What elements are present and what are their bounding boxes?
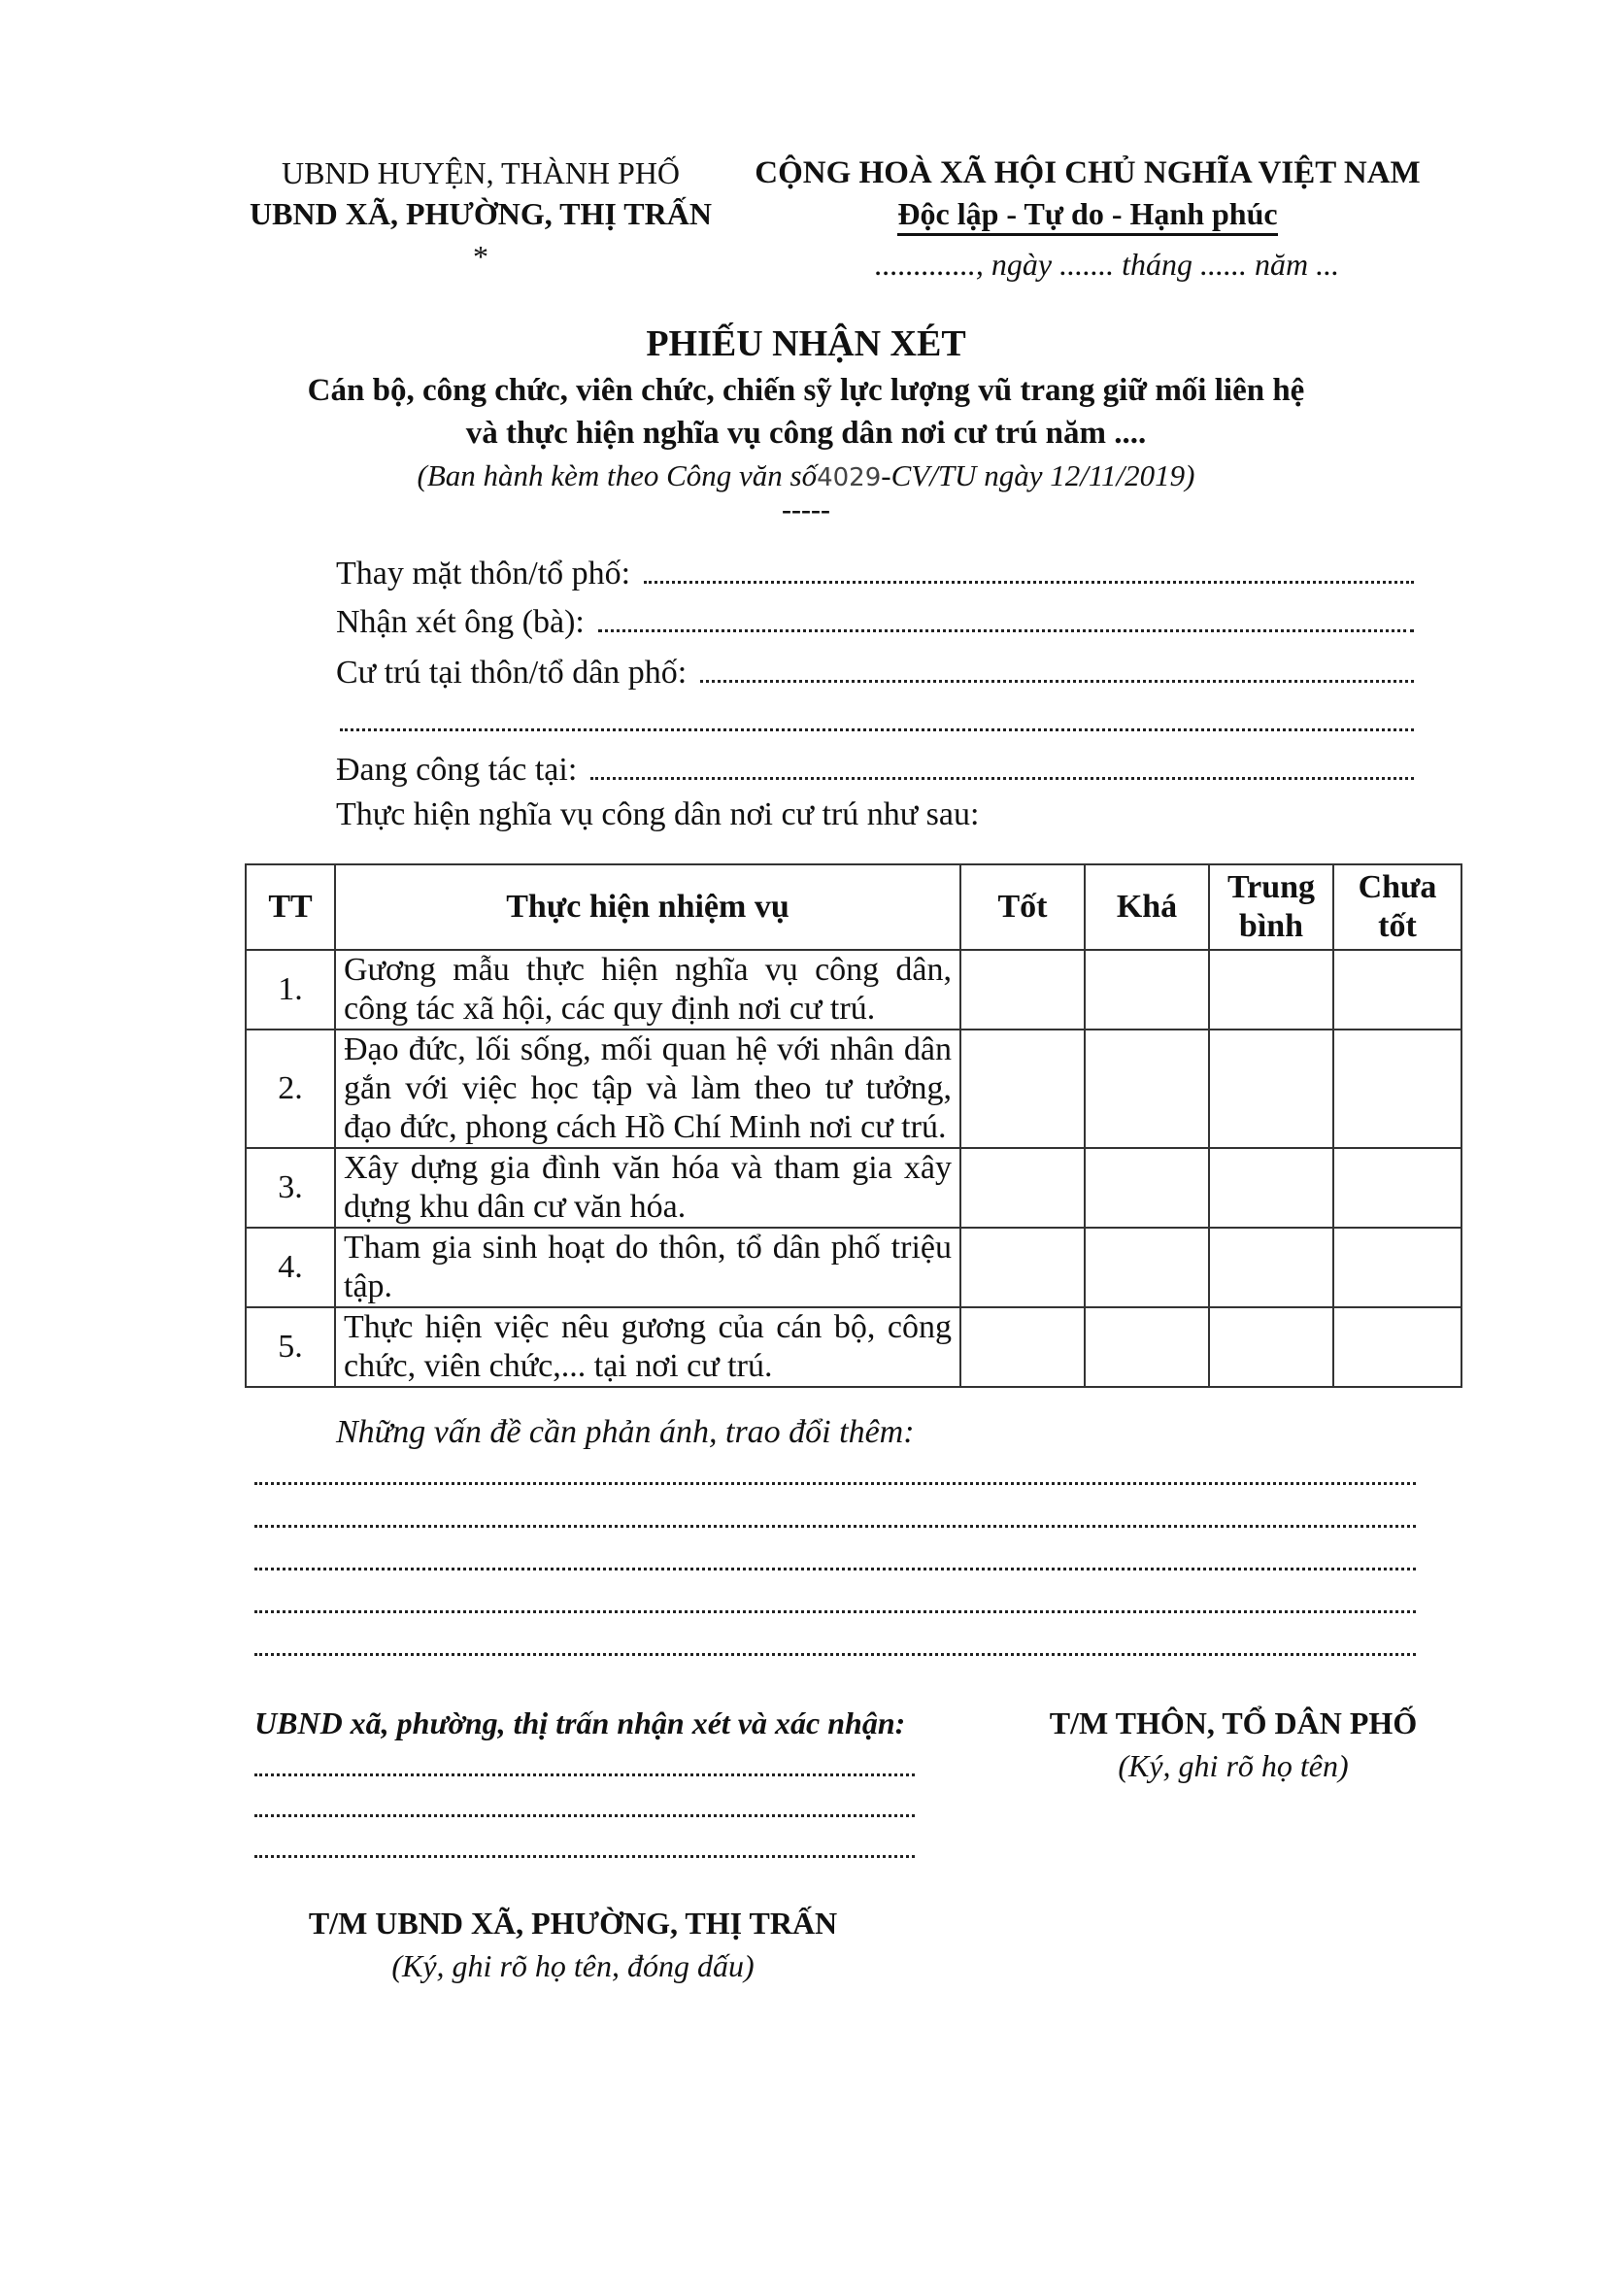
cell-good[interactable] xyxy=(960,1307,1085,1387)
issuing-authority-commune: UBND XÃ, PHƯỜNG, THỊ TRẤN xyxy=(250,196,712,231)
row-task: Gương mẫu thực hiện nghĩa vụ công dân, công tác xã hội, các quy định nơi cư trú. xyxy=(335,950,960,1030)
table-row xyxy=(246,1228,1461,1307)
cell-fair[interactable] xyxy=(1085,950,1209,1030)
row-number: 5. xyxy=(246,1307,335,1387)
table-row xyxy=(246,1030,1461,1148)
cell-not-good[interactable] xyxy=(1333,1307,1461,1387)
cell-average[interactable] xyxy=(1209,1228,1333,1307)
handwritten-number: 4029 xyxy=(817,463,882,492)
cell-good[interactable] xyxy=(960,950,1085,1030)
cell-not-good[interactable] xyxy=(1333,1030,1461,1148)
national-motto: Độc lập - Tự do - Hạnh phúc xyxy=(738,194,1437,233)
row-number: 2. xyxy=(246,1030,335,1148)
date-line: ............., ngày ....... tháng ...... năm ... xyxy=(874,247,1340,282)
document-title: PHIẾU NHẬN XÉT xyxy=(646,323,966,364)
issues-label: Những vấn đề cần phản ánh, trao đổi thêm: xyxy=(336,1414,915,1450)
cell-good[interactable] xyxy=(960,1030,1085,1148)
cell-not-good[interactable] xyxy=(1333,950,1461,1030)
evaluation-table xyxy=(245,863,1462,1388)
cell-not-good[interactable] xyxy=(1333,1228,1461,1307)
row-task: Thực hiện việc nêu gương của cán bộ, công chức, viên chức,... tại nơi cư trú. xyxy=(335,1307,960,1387)
field-residence: Cư trú tại thôn/tổ dân phố: xyxy=(336,651,1414,699)
cell-good[interactable] xyxy=(960,1148,1085,1228)
issues-fill-line[interactable] xyxy=(254,1568,1416,1570)
row-number: 3. xyxy=(246,1148,335,1228)
table-row xyxy=(246,1307,1461,1387)
field-representative: Thay mặt thôn/tổ phố: xyxy=(336,552,1414,600)
document-subtitle-line2: và thực hiện nghĩa vụ công dân nơi cư trú năm .... xyxy=(465,416,1147,451)
cell-average[interactable] xyxy=(1209,1148,1333,1228)
cell-good[interactable] xyxy=(960,1228,1085,1307)
header-star: * xyxy=(473,239,488,274)
row-number: 1. xyxy=(246,950,335,1030)
commune-fill-line[interactable] xyxy=(254,1855,915,1858)
table-row xyxy=(246,950,1461,1030)
cell-fair[interactable] xyxy=(1085,1228,1209,1307)
issues-fill-line[interactable] xyxy=(254,1525,1416,1528)
village-sign-title: T/M THÔN, TỔ DÂN PHỐ xyxy=(1049,1705,1418,1740)
commune-fill-line[interactable] xyxy=(254,1814,915,1817)
col-header-task: Thực hiện nhiệm vụ xyxy=(335,864,960,950)
separator: ----- xyxy=(782,493,830,525)
cell-not-good[interactable] xyxy=(1333,1148,1461,1228)
fill-line-residence-continued[interactable] xyxy=(340,728,1414,731)
document-reference: (Ban hành kèm theo Công văn số4029-CV/TU ngày 12/11/2019) xyxy=(417,458,1195,492)
col-header-average: Trung bình xyxy=(1209,864,1333,950)
cell-average[interactable] xyxy=(1209,1030,1333,1148)
issues-fill-line[interactable] xyxy=(254,1653,1416,1656)
issuing-authority-district: UBND HUYỆN, THÀNH PHỐ xyxy=(281,155,681,190)
row-task: Xây dựng gia đình văn hóa và tham gia xây dựng khu dân cư văn hóa. xyxy=(335,1148,960,1228)
row-task: Đạo đức, lối sống, mối quan hệ với nhân dân gắn với việc học tập và làm theo tư tưởng, đạo đức, phong cách Hồ Chí Minh nơi cư trú. xyxy=(335,1030,960,1148)
village-sign-note: (Ký, ghi rõ họ tên) xyxy=(1118,1748,1349,1783)
document-subtitle-line1: Cán bộ, công chức, viên chức, chiến sỹ lực lượng vũ trang giữ mối liên hệ xyxy=(307,373,1305,408)
col-header-tt: TT xyxy=(246,864,335,950)
commune-comment-label: UBND xã, phường, thị trấn nhận xét và xác nhận: xyxy=(254,1705,906,1740)
commune-sign-note: (Ký, ghi rõ họ tên, đóng dấu) xyxy=(391,1948,755,1983)
fill-line[interactable] xyxy=(590,748,1414,780)
col-header-fair: Khá xyxy=(1085,864,1209,950)
row-number: 4. xyxy=(246,1228,335,1307)
fill-line[interactable] xyxy=(598,600,1414,632)
evaluation-intro: Thực hiện nghĩa vụ công dân nơi cư trú như sau: xyxy=(336,796,980,832)
field-comment-person: Nhận xét ông (bà): xyxy=(336,600,1414,649)
cell-average[interactable] xyxy=(1209,950,1333,1030)
issues-fill-line[interactable] xyxy=(254,1482,1416,1485)
field-workplace: Đang công tác tại: xyxy=(336,748,1414,796)
cell-average[interactable] xyxy=(1209,1307,1333,1387)
cell-fair[interactable] xyxy=(1085,1148,1209,1228)
issues-fill-line[interactable] xyxy=(254,1610,1416,1613)
col-header-good: Tốt xyxy=(960,864,1085,950)
national-title: CỘNG HOÀ XÃ HỘI CHỦ NGHĨA VIỆT NAM xyxy=(755,155,1421,190)
commune-fill-line[interactable] xyxy=(254,1773,915,1776)
fill-line[interactable] xyxy=(644,552,1414,584)
table-row xyxy=(246,1148,1461,1228)
fill-line[interactable] xyxy=(700,651,1414,683)
commune-sign-title: T/M UBND XÃ, PHƯỜNG, THỊ TRẤN xyxy=(308,1906,838,1941)
row-task: Tham gia sinh hoạt do thôn, tổ dân phố triệu tập. xyxy=(335,1228,960,1307)
cell-fair[interactable] xyxy=(1085,1030,1209,1148)
col-header-not-good: Chưa tốt xyxy=(1333,864,1461,950)
cell-fair[interactable] xyxy=(1085,1307,1209,1387)
